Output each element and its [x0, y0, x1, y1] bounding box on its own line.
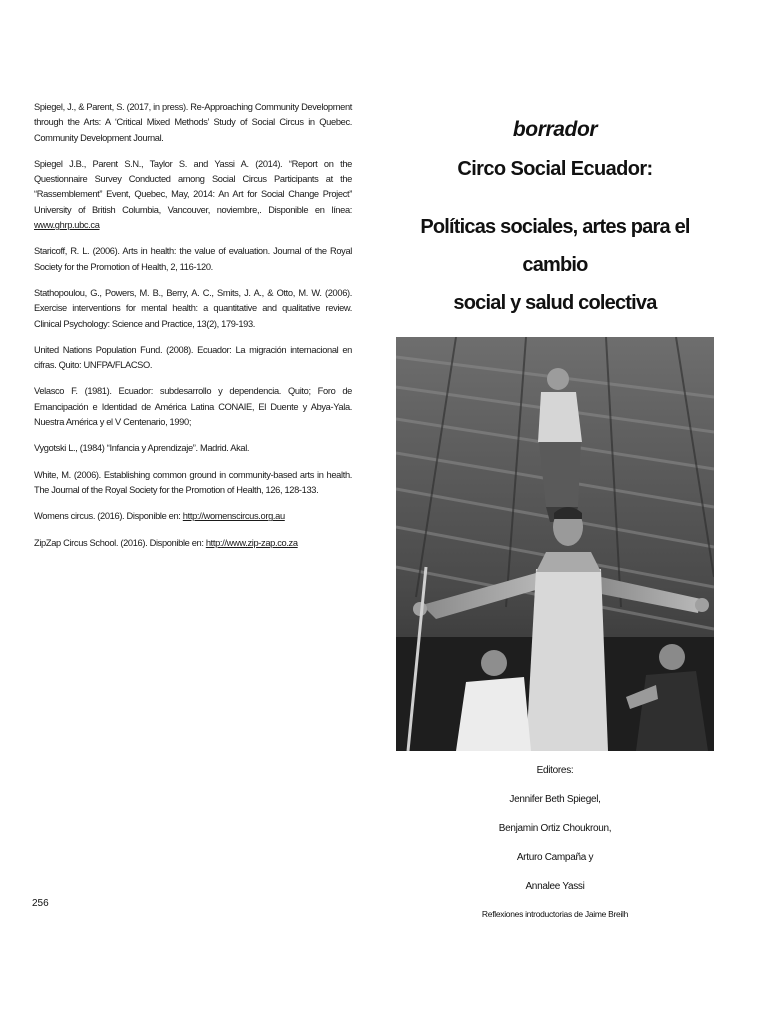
reference-entry: Womens circus. (2016). Disponible en: http://womenscircus.org.au — [34, 511, 285, 522]
intro-credit: Reflexiones introductorias de Jaime Breilh — [481, 909, 629, 919]
reference-entry: ZipZap Circus School. (2016). Disponible en: http://www.zip-zap.co.za — [34, 537, 298, 548]
book-subtitle-line: Políticas sociales, artes para el cambio — [420, 216, 690, 276]
reference-link[interactable]: www.ghrp.ubc.ca — [34, 220, 100, 231]
editors-list — [396, 765, 714, 910]
cover-photo — [396, 337, 714, 751]
editor-name: Arturo Campaña y — [516, 852, 594, 863]
reference-entry: Vygotski L., (1984) “Infancia y Aprendizaje”. Madrid. Akal. — [34, 443, 250, 454]
editor-name: Benjamin Ortiz Choukroun, — [498, 823, 612, 834]
editors-heading: Editores: — [536, 765, 574, 776]
reference-entry: Spiegel J.B., Parent S.N., Taylor S. and Yassi A. (2014). “Report on the Questionnaire Survey Conducted among Social Circus Participants at the “Rassemblement” Event, Quebec, May, 2014: An Art for Social Change Project” University of British Columbia, Vancouver, noviembre,. Disponible en línea: www.ghrp.ubc.ca — [34, 158, 352, 231]
reference-entry: United Nations Population Fund. (2008). Ecuador: La migración internacional en cifras. Quito: UNFPA/FLACSO. — [34, 344, 352, 371]
reference-entry: Spiegel, J., & Parent, S. (2017, in press). Re-Approaching Community Development through the Arts: A ‘Critical Mixed Methods’ Study of Social Circus in Quebec. Community Development Journal. — [34, 102, 352, 143]
book-title: Circo Social Ecuador: — [457, 158, 653, 180]
reference-entry: Staricoff, R. L. (2006). Arts in health: the value of evaluation. Journal of the Royal Society for the Promotion of Health, 2, 116-120. — [34, 246, 352, 272]
reference-entry: Stathopoulou, G., Powers, M. B., Berry, A. C., Smits, J. A., & Otto, M. W. (2006). Exercise interventions for mental health: a quantitative and qualitative review. Clinical Psychology: Science and Practice, 13(2), 179-193. — [34, 287, 352, 329]
references-column — [34, 100, 352, 562]
reference-link[interactable]: http://www.zip-zap.co.za — [205, 537, 298, 548]
draft-label: borrador — [512, 118, 598, 141]
reference-link[interactable]: http://womenscircus.org.au — [182, 511, 285, 522]
book-subtitle-line: social y salud colectiva — [453, 292, 657, 314]
circus-performers-photo — [396, 337, 714, 751]
page-number: 256 — [32, 898, 49, 909]
book-subtitle — [396, 208, 714, 322]
reference-entry: White, M. (2006). Establishing common ground in community-based arts in health. The Journal of the Royal Society for the Promotion of Health, 126, 128-133. — [34, 469, 352, 495]
reference-entry: Velasco F. (1981). Ecuador: subdesarrollo y dependencia. Quito; Foro de Emancipación e Identidad de América Latina CONAIE, El Duente y Abya-Yala. Nuestra América y el V Centenario, 1990; — [34, 386, 352, 428]
editor-name: Annalee Yassi — [525, 881, 585, 892]
book-cover-heading — [396, 112, 714, 322]
editor-name: Jennifer Beth Spiegel, — [509, 794, 601, 805]
